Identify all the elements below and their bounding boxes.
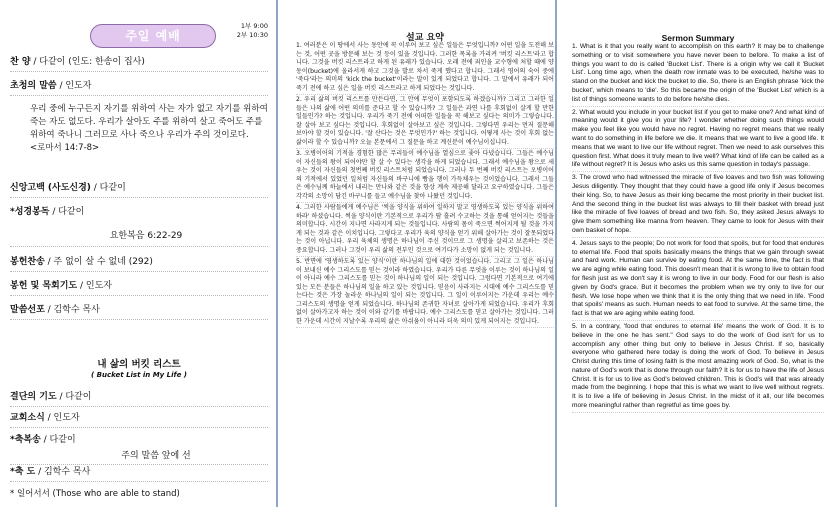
reading-rule [10,242,268,243]
item-label: 초청의 말씀 [10,81,57,91]
worship-item-announcements [10,412,268,424]
blessing-rule [10,460,268,461]
summary-body-korean [296,42,554,329]
service-time-second: 2부 10:30 [236,31,268,39]
summary-paragraph: 4. Jesus says to the people; Do not work for food that spoils, but for food that endures to eternal life. Food that spoils basically means the things that we gain through sweat and hard work. Human can survive by eating food. At the same time, the fact is that we are aging while eating food. This doesn't mean that it is wrong to live to obtain food for flesh just as we don't say it is wrong to live in our body. Food for our flesh is also given by God's grace. But it becomes the problem when we try only to live for our flesh. We lose hope when we think that it is the only thing that we need in life. 'Food that spoils' means as such. Human needs to eat food to survive. At the same time, the fact is that we are aging while eating food. [572,240,824,321]
worship-item-offering-hymn [10,256,268,268]
item-label: *축 도 [10,467,36,477]
reading-reference: 요한복음 6:22-29 [109,231,183,241]
service-time-first: 1부 9:00 [240,22,268,30]
worship-item-pastoral-prayer [10,280,268,292]
worship-item-blessing-song [10,434,268,446]
item-label: 봉헌 및 목회기도 [10,281,78,291]
service-times [228,22,268,40]
column-divider-left [276,0,278,507]
item-detail: / 인도자 [77,281,112,291]
summary-title-korean: 설교 요약 [406,33,444,43]
summary-paragraph: 2. What would you include in your bucket list if you get to make one? And what kind of meaning would it give you in your life? I wonder whether doing such things would make you feel like you would have no regret. Having no regret means that we really want to do something in life before we die. It means that we want to live a good life. It means that we want to live our life without regret. Then we need to ask ourselves this question first. What does it truly mean to live well? What kind of life can be called as a life without regret? It is Jesus who asks us this same question in today's passage. [572,109,824,173]
scripture-text: 우리 중에 누구든지 자기를 위하여 사는 자가 없고 자기를 위하여 죽는 자도 없도다. 우리가 살아도 주를 위하여 살고 죽어도 주를 위하여 죽나니 그러므로 사나 죽으나 우리가 주의 것이로다. [30,104,268,140]
item-label: 말씀선포 [10,305,45,315]
summary-paragraph: 1. 여러분은 이 땅에서 사는 동안에 꼭 이루어 보고 싶은 일들은 무엇입니까? 어떤 일을 도전해 보는 것, 어떤 곳을 방문해 보는 것 등이 있을 것입니다. 그러한 목록을 가리켜 '버킷 리스트'라고 합니다. 그것을 버킷 리스트라고 하게 된 유래가 있습니다. 오래 전에 죄인을 교수형에 처할 때에 양동이(bucket)에 올라서게 하고 그것을 발로 차서 죽게 했다고 합니다. 그래서 영어의 숙어 중에 '죽다'라는 의미의 'kick the bucket'이라는 말이 있게 되었다고 합니다. 그 말에서 유래가 되어 죽기 전에 하고 싶은 일을 버킷 리스트라고 하게 되었다는 것입니다. [296,42,554,95]
item-label: 신앙고백 (사도신경) [10,183,91,193]
korean-sermon-summary [290,0,560,507]
worship-item-benediction [10,466,268,478]
worship-item-commitment-prayer [10,391,268,403]
item-detail: / 다같이 [49,207,85,217]
worship-item-praise [10,56,268,68]
summary-title-english: Sermon Summary [661,33,735,43]
summary-paragraph: 3. The crowd who had witnessed the miracle of five loaves and two fish was following Jesus diligently. They thought that they could have a good life only if Jesus becomes their king. So, to have Jesus as their king became the most priority in their bucket list. And the second thing in the bucket list was always to fill their basket with bread just like the miracle of five loaves of bread and two fish. So, they asked Jesus always to give them something like manna from heaven. They came to look for Jesus with their own basket of hope. [572,174,824,238]
item-label: 찬 양 [10,57,31,67]
scripture-reference: <로마서 14:7-8> [30,143,100,153]
summary-paragraph: 5. In a contrary, 'food that endures to eternal life' means the work of God. It is to believe in the one he has sent." God says to do the work of God isn't for us to accomplish any other thing but only to believe in Jesus Christ. If so, basically everyone who gathered here today is doing the work of God. To believe in Jesus Christ during this time of losing faith is the most amazing work of God. So, what is the nature of God's work that is done through our faith? It is for us to have the life of Jesus Christ. It is for us to live as God's beloved children. This is God's will that was already made from the beginning. I hope that this is what we want to live well without regrets. It is to live a life of believing in Jesus Christ. In the midst of it all, our life becomes more meaningful rather than regretful as time goes by. [572,323,824,413]
blessing-song-title: 주의 말씀 앞에 선 [121,451,191,461]
summary-body-english [572,43,824,415]
item-detail: / 다같이 [56,392,92,402]
english-sermon-summary [568,0,828,507]
worship-item-reading [10,206,268,218]
item-detail: / 다같이 (인도: 한송이 집사) [30,57,145,67]
order-of-worship [6,0,268,507]
invitation-scripture [30,103,268,155]
item-detail: / 주 없이 살 수 없네 (292) [44,257,153,267]
worship-item-creed [10,182,268,194]
item-label: 교회소식 [10,413,45,423]
item-detail: / 인도자 [44,413,80,423]
summary-paragraph: 3. 오병이어의 기적을 경험한 많은 무리들이 예수님을 열심으로 좇아 다녔습니다. 그들은 예수님이 자신들의 왕이 되어야만 할 살 수 있다는 생각을 하게 되었습니다. 그래서 예수님을 왕으로 세우는 것이 자신들의 첫번째 버킷 리스트처럼 되었습니다. 그러나 두 번째 버킷 리스트는 오병이어의 기적에서 있었던 일처럼 자신들의 바구니에 빵을 행이 가득채우는 것이었습니다. 그래서 그들은 예수님께 하늘에서 내리는 만나와 같은 것을 항상 계속 제공해 달라고 요구하였습니다. 그들은 각각의 소망이 담긴 바구니를 들고 예수님을 찾아 나왔던 것입니다. [296,150,554,203]
summary-paragraph: 2. 우리 삶의 버킷 리스트를 만든다면, 그 안에 무엇이 포함되도록 하겠습니까? 그리고 그러한 일들은 나의 삶에 어떤 의미를 준다고 할 수 있습니까? 그 일들은 과연 나를 후회없이 살게 할 만한 일들인가? 하는 것입니다. 우리가 죽기 전에 어떠한 일들을 꼭 해보고 싶다는 의미가 그렇습니다. 잘 살아 보고 싶다는 것입니다. 후회없이 살아보고 싶은 것입니다. 그렇다면 우리는 먼저 질문해 보아야 할 것이 있습니다. '잘 산다는 것은 무엇인가?' 하는 것입니다. 어떻게 사는 것이 후회 없는 삶이라 할 수 있습니까? 오늘 본문에서 그 질문을 하고 계신분이 예수님이십니다. [296,96,554,149]
standing-note: * 일어서서 (Those who are able to stand) [10,489,180,499]
worship-item-sermon [10,304,268,316]
service-title: 주일 예배 [90,24,216,48]
worship-item-invitation [10,80,268,92]
item-label: 결단의 기도 [10,392,57,402]
sermon-subtitle: ( Bucket List in My Life ) [91,371,187,379]
item-detail: / 김학수 목사 [35,467,91,477]
item-detail: / 다같이 [90,183,126,193]
summary-paragraph: 4. 그러한 사람들에게 예수님은 '썩을 양식을 위하여 일하지 말고 영생하도록 있는 양식을 위하여 하라' 하셨습니다. 썩을 양식이란 기본적으로 우리가 땀 흘려 수고하는 것을 통해 얻어지는 것들을 의미합니다. 시간이 지나면 사라지게 되는 것들입니다. 사람의 몸이 죽으면 썩어지게 될 것을 가지게 되는 것과 같은 이치입니다. 그렇다고 우리가 육의 양식을 얻기 위해 살아가는 것이 잘못되었다는 것이 아닙니다. 우리 육체의 생명은 하나님이 주신 것이므로 그 생명을 살리고 보존하는 것은 중요합니다. 그러나 그것이 우리 삶의 전부인 것으로 여기다가 소망이 없게 되는 것입니다. [296,204,554,257]
summary-paragraph: 1. What is it that you really want to accomplish on this earth? It may be to challenge something or to visit somewhere you have never been to before. To make a list of things you want to do is called 'Bucket List'. There is a origin why we call it 'Bucket List'. Long time ago, when the death row inmate was to be executed, he/she was to stand on the bucket and kick the bucket to die. So, there is an English phrase 'kick the bucket', which means to 'die'. So this became the origin of the 'Bucket List' which is a list of things someone wants to do before he/she dies. [572,43,824,107]
item-detail: / 인도자 [56,81,92,91]
summary-paragraph: 5. 반면에 '영생하도록 있는 양식'이란 하나님의 일에 대한 것이었습니다. 그리고 그 일은 하나님이 보내신 예수 그리스도를 믿는 것이라 하였습니다. 우리가 다른 무엇을 이루는 것이 하나님의 일이 아니라 예수 그리스도를 믿는 것이 하나님의 일이 되는 것입니다. 그럼다면 기본적으로 여기에 있는 모든 분들은 하나님의 일을 하고 있는 것입니다. 믿음이 사라지는 시대에 예수 그리스도를 믿는다는 것은 가장 놀라운 하나님의 일이 되는 것입니다. 그 일이 이루어지는 가운데 우리는 예수 그리스도의 생명을 얻게 되었습니다. 하나님의 존귀한 자녀로 살아가게 되었습니다. 우리가 후회없이 살아가고자 하는 것이 이와 같기를 바랍니다. 예수 그리스도를 믿고 살아가는 것입니다. 그러한 가운데 시간이 지날수록 우리의 삶은 아쉬움이 아니라 더욱 의미 있게 되어지는 것입니다. [296,258,554,328]
item-label: *성경봉독 [10,207,50,217]
sermon-title: 내 삶의 버킷 리스트 [97,359,181,370]
item-label: 봉헌찬송 [10,257,45,267]
item-detail: / 다같이 [40,435,76,445]
item-label: *축복송 [10,435,41,445]
item-detail: / 김학수 목사 [44,305,100,315]
